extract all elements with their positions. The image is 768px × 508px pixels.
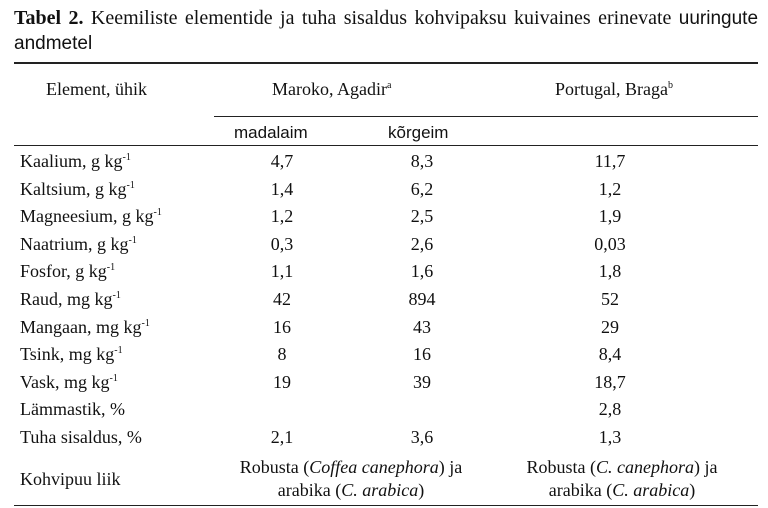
- species-label: Kohvipuu liik: [20, 469, 121, 489]
- row-portugal: 2,8: [598, 399, 622, 420]
- species-morocco-line1: Robusta (Coffea canephora) ja: [239, 457, 463, 477]
- species-portugal: [498, 456, 746, 502]
- header-element: Element, ühik: [46, 79, 147, 99]
- subheader-rule: [214, 116, 758, 117]
- species-morocco: [214, 456, 488, 502]
- row-morocco-low: 19: [273, 371, 291, 392]
- header-bottom-rule: [14, 145, 758, 146]
- table-caption: [14, 6, 758, 56]
- row-portugal: 1,9: [598, 206, 622, 227]
- row-element-name: Kaalium, g $kg^{-1}$: [20, 151, 131, 171]
- row-portugal: 1,2: [598, 178, 622, 199]
- row-morocco-low: 0,3: [270, 233, 294, 254]
- row-element-name: Mangaan, mg $kg^{-1}$: [20, 316, 150, 337]
- row-morocco-low: 2,1: [270, 427, 294, 447]
- row-morocco-high: 6,2: [410, 178, 434, 199]
- row-element-name: Tsink, mg $kg^{-1}$: [20, 344, 123, 365]
- header-portugal: Portugal, Braga$^b$: [555, 79, 673, 99]
- row-element-name: Tuha sisaldus, %: [20, 427, 142, 447]
- header-high: kõrgeim: [388, 123, 449, 142]
- row-element-name: Fosfor, g $kg^{-1}$: [20, 261, 116, 282]
- row-morocco-low: 42: [273, 289, 291, 309]
- caption-text-continued: uuringute andmetel: [14, 8, 759, 54]
- header-low: madalaim: [234, 123, 308, 142]
- row-portugal: 52: [601, 289, 619, 309]
- top-rule: [14, 62, 758, 64]
- row-portugal: 1,3: [598, 427, 622, 447]
- row-morocco-high: 8,3: [410, 151, 434, 171]
- row-morocco-low: 16: [273, 316, 291, 337]
- row-element-name: Raud, mg $kg^{-1}$: [20, 289, 121, 309]
- species-portugal-line2: arabika (C. arabica): [548, 480, 696, 500]
- row-element-name: Lämmastik, %: [20, 399, 125, 420]
- row-morocco-high: 43: [413, 316, 431, 337]
- row-element-name: Naatrium, g $kg^{-1}$: [20, 233, 137, 254]
- table-label: Tabel 2.: [14, 7, 84, 29]
- row-portugal: 11,7: [594, 151, 626, 171]
- row-morocco-high: 16: [413, 344, 431, 365]
- row-morocco-high: 894: [408, 289, 436, 309]
- row-portugal: 0,03: [594, 233, 626, 254]
- row-morocco-low: 4,7: [270, 151, 294, 171]
- caption-text: Keemiliste elementide ja tuha sisaldus kohvipaksu kuivaines erinevate: [90, 7, 672, 29]
- header-morocco: Maroko, Agadir$^a$: [272, 79, 392, 99]
- species-morocco-line2: arabika (C. arabica): [277, 480, 425, 500]
- row-morocco-low: 1,2: [270, 206, 294, 227]
- row-morocco-low: 1,4: [270, 178, 294, 199]
- row-morocco-high: 2,6: [410, 233, 434, 254]
- species-portugal-line1: Robusta (C. canephora) ja: [526, 457, 718, 477]
- bottom-rule: [14, 505, 758, 506]
- row-portugal: 18,7: [594, 371, 626, 392]
- row-portugal: 8,4: [598, 344, 622, 365]
- row-morocco-high: 1,6: [410, 261, 434, 282]
- row-morocco-low: 8: [277, 344, 287, 365]
- row-morocco-high: 3,6: [410, 427, 434, 447]
- row-portugal: 29: [601, 316, 619, 337]
- row-element-name: Vask, mg $kg^{-1}$: [20, 371, 118, 392]
- row-element-name: Magneesium, g $kg^{-1}$: [20, 206, 162, 227]
- row-morocco-low: 1,1: [270, 261, 294, 282]
- row-element-name: Kaltsium, g $kg^{-1}$: [20, 178, 135, 199]
- row-portugal: 1,8: [598, 261, 622, 282]
- row-morocco-high: 2,5: [410, 206, 434, 227]
- row-morocco-high: 39: [413, 371, 431, 392]
